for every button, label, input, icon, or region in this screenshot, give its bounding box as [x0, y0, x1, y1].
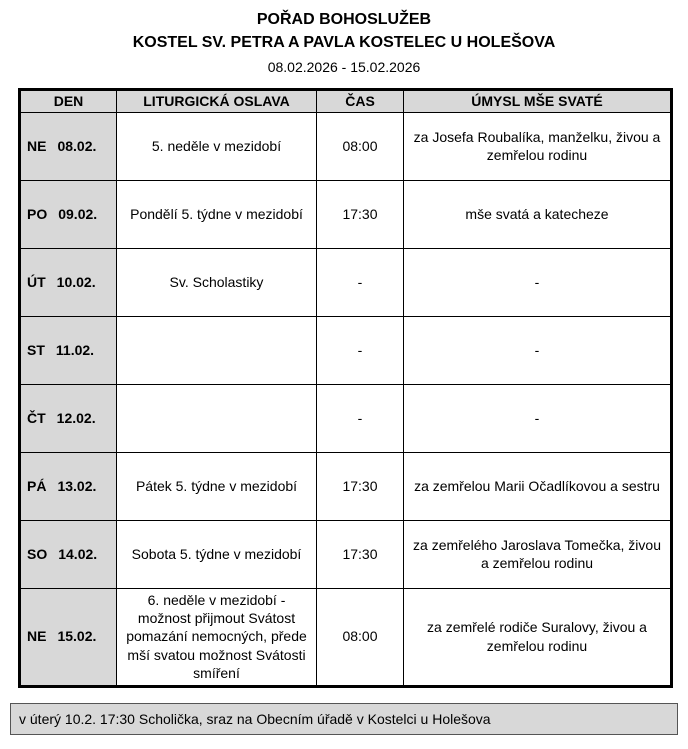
table-row — [20, 316, 672, 384]
day-date: 09.02. — [58, 205, 98, 222]
day-cell — [20, 520, 117, 588]
day-cell — [20, 112, 117, 180]
intention-cell: mše svatá a katecheze — [404, 180, 672, 248]
time-cell: 17:30 — [317, 180, 404, 248]
time-cell: 17:30 — [317, 452, 404, 520]
day-date: 08.02. — [57, 137, 97, 154]
column-header-den: DEN — [20, 90, 117, 112]
day-date: 10.02. — [56, 273, 96, 290]
time-cell: - — [317, 248, 404, 316]
table-row — [20, 384, 672, 452]
day-abbrev: ČT — [27, 409, 46, 426]
day-abbrev: ÚT — [27, 273, 46, 290]
day-abbrev: NE — [27, 628, 47, 645]
table-header-row — [20, 90, 672, 112]
day-abbrev: SO — [27, 545, 48, 562]
table-row — [20, 588, 672, 686]
celebration-cell: Pondělí 5. týdne v mezidobí — [117, 180, 317, 248]
schedule-table — [18, 88, 673, 687]
table-row — [20, 112, 672, 180]
day-cell — [20, 248, 117, 316]
celebration-cell: 6. neděle v mezidobí - možnost přijmout Svátost pomazání nemocných, přede mší svatou možnost Svátosti smíření — [117, 588, 317, 686]
day-date: 12.02. — [56, 409, 96, 426]
day-date: 15.02. — [57, 628, 97, 645]
day-date: 13.02. — [57, 477, 97, 494]
intention-cell: - — [404, 384, 672, 452]
day-abbrev: ST — [27, 341, 45, 358]
celebration-cell — [117, 316, 317, 384]
day-date: 14.02. — [58, 545, 98, 562]
time-cell: - — [317, 316, 404, 384]
intention-cell: - — [404, 316, 672, 384]
day-cell — [20, 452, 117, 520]
document-header — [0, 10, 688, 75]
celebration-cell: Sobota 5. týdne v mezidobí — [117, 520, 317, 588]
column-header-cas: ČAS — [317, 90, 404, 112]
day-cell — [20, 316, 117, 384]
document-subtitle: KOSTEL SV. PETRA A PAVLA KOSTELEC U HOLEŠOVA — [132, 34, 556, 52]
celebration-cell: Sv. Scholastiky — [117, 248, 317, 316]
day-abbrev: PO — [27, 205, 48, 222]
column-header-oslava: LITURGICKÁ OSLAVA — [117, 90, 317, 112]
day-abbrev: NE — [27, 137, 47, 154]
table-row — [20, 452, 672, 520]
time-cell: - — [317, 384, 404, 452]
time-cell: 08:00 — [317, 588, 404, 686]
celebration-cell: Pátek 5. týdne v mezidobí — [117, 452, 317, 520]
intention-cell: za zemřelou Marii Očadlíkovou a sestru — [404, 452, 672, 520]
day-abbrev: PÁ — [27, 477, 47, 494]
intention-cell: za zemřelého Jaroslava Tomečka, živou a zemřelou rodinu — [404, 520, 672, 588]
table-row — [20, 520, 672, 588]
document-title: POŘAD BOHOSLUŽEB — [256, 11, 432, 28]
celebration-cell — [117, 384, 317, 452]
intention-cell: za zemřelé rodiče Suralovy, živou a zemřelou rodinu — [404, 588, 672, 686]
intention-cell: za Josefa Roubalíka, manželku, živou a zemřelou rodinu — [404, 112, 672, 180]
footer-note: v úterý 10.2. 17:30 Scholička, sraz na Obecním úřadě v Kostelci u Holešova — [10, 703, 678, 735]
day-cell — [20, 588, 117, 686]
date-range: 08.02.2026 - 15.02.2026 — [267, 59, 421, 76]
column-header-umysl: ÚMYSL MŠE SVATÉ — [404, 90, 672, 112]
day-cell — [20, 180, 117, 248]
table-row — [20, 248, 672, 316]
time-cell: 08:00 — [317, 112, 404, 180]
time-cell: 17:30 — [317, 520, 404, 588]
intention-cell: - — [404, 248, 672, 316]
day-date: 11.02. — [55, 341, 95, 358]
day-cell — [20, 384, 117, 452]
celebration-cell: 5. neděle v mezidobí — [117, 112, 317, 180]
table-row — [20, 180, 672, 248]
